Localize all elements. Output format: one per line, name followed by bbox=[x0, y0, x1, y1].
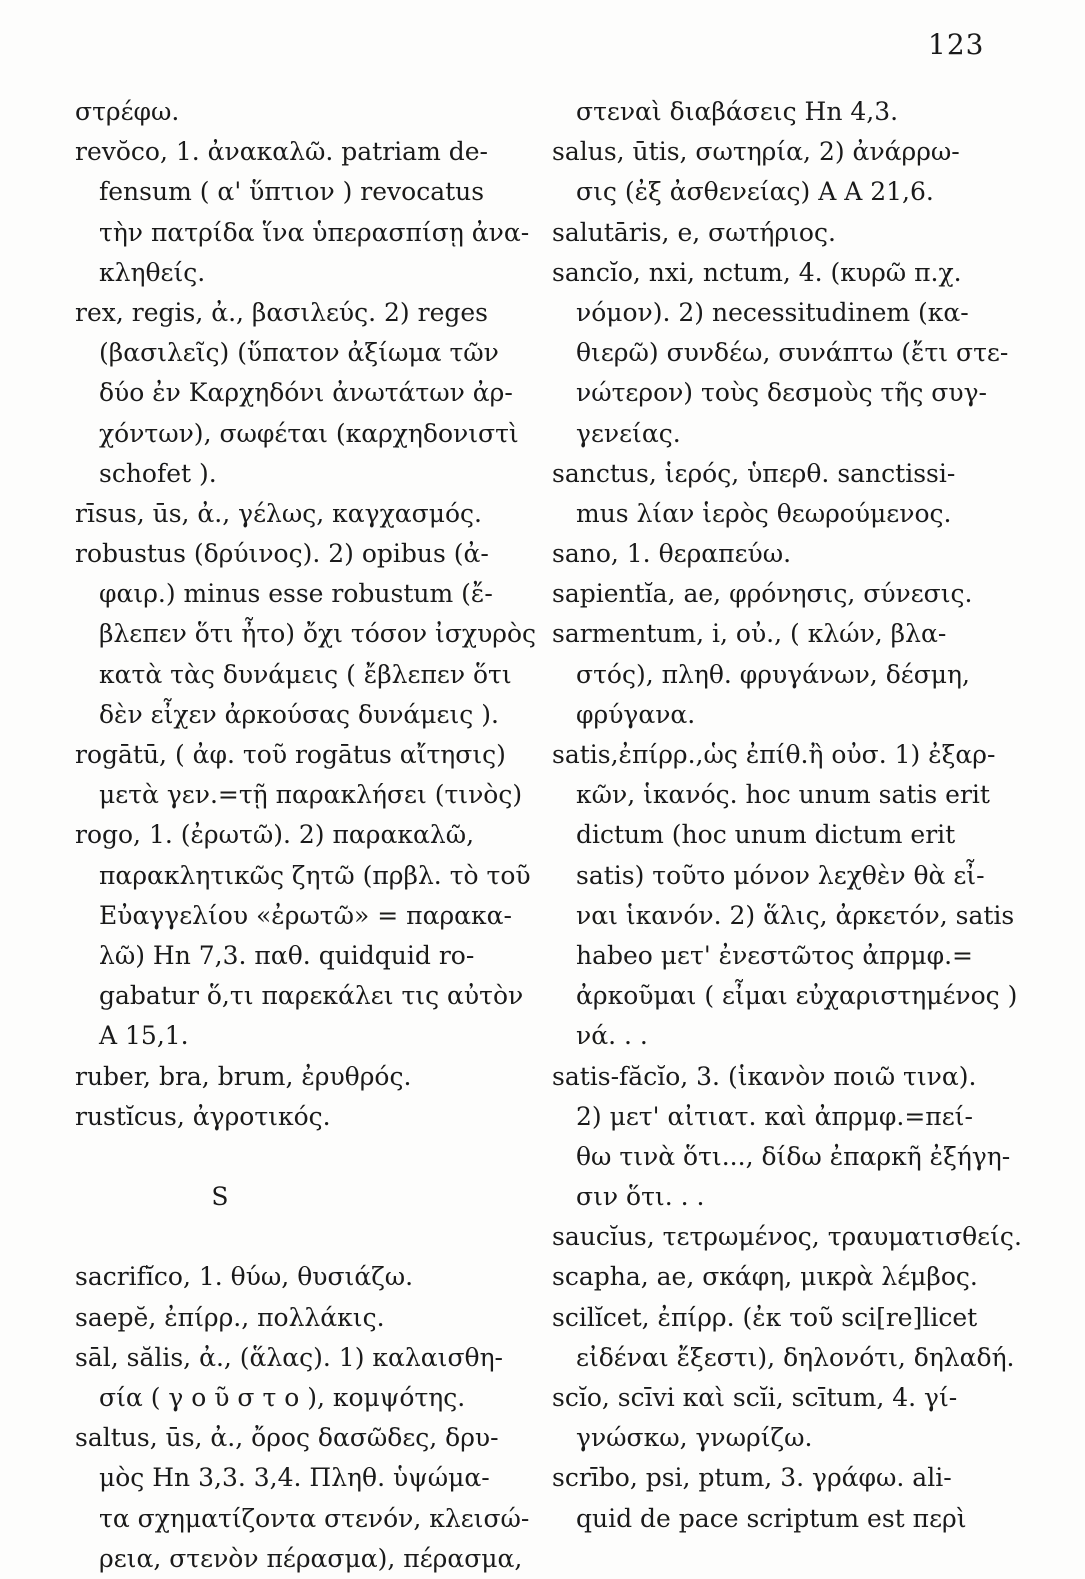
dictionary-line: φαιρ.) minus esse robustum (ἔ- bbox=[99, 579, 493, 609]
dictionary-line: saepĕ, ἐπίρρ., πολλάκις. bbox=[75, 1302, 385, 1332]
dictionary-line: νόμον). 2) necessitudinem (κα- bbox=[576, 297, 969, 327]
dictionary-line: rex, regis, ἀ., βασιλεύς. 2) reges bbox=[75, 297, 489, 327]
dictionary-line: saltus, ūs, ἀ., ὄρος δασῶδες, δρυ- bbox=[75, 1423, 499, 1453]
dictionary-line: gabatur ὅ,τι παρεκάλει τις αὐτὸν bbox=[99, 981, 524, 1011]
dictionary-line: σία ( γ ο ῦ σ τ ο ), κομψότης. bbox=[99, 1383, 466, 1412]
dictionary-line: θιερῶ) συνδέω, συνάπτω (ἔτι στε- bbox=[576, 338, 1009, 368]
dictionary-line: ἀρκοῦμαι ( εἶμαι εὐχαριστημένος ) bbox=[576, 981, 1018, 1011]
dictionary-line: fensum ( α' ὕπτιον ) revocatus bbox=[99, 177, 485, 207]
dictionary-line: robustus (δρύινος). 2) opibus (ἀ- bbox=[75, 539, 489, 569]
dictionary-line: 2) μετ' αἰτιατ. καὶ ἀπρμφ.=πεί- bbox=[576, 1101, 973, 1131]
dictionary-line: στρέφω. bbox=[75, 97, 180, 126]
dictionary-line: rīsus, ūs, ἀ., γέλως, καγχασμός. bbox=[75, 498, 482, 528]
dictionary-line: δὲν εἶχεν ἀρκούσας δυνάμεις ). bbox=[99, 699, 499, 729]
dictionary-line: λῶ) Ηn 7,3. παθ. quidquid ro- bbox=[99, 940, 475, 970]
dictionary-line: (βασιλεῖς) (ὕπατον ἀξίωμα τῶν bbox=[99, 338, 499, 368]
right-column bbox=[552, 92, 1022, 1539]
dictionary-line: νά. . . bbox=[576, 1021, 648, 1051]
dictionary-line: εἰδέναι ἔξεστι), δηλονότι, δηλαδή. bbox=[576, 1342, 1015, 1372]
page-number: 123 bbox=[928, 28, 985, 61]
dictionary-line: sancĭo, nxi, nctum, 4. (κυρῶ π.χ. bbox=[552, 257, 962, 287]
spacer bbox=[75, 1217, 515, 1257]
dictionary-line: satis-făcĭo, 3. (ἱκανὸν ποιῶ τινα). bbox=[552, 1061, 977, 1091]
dictionary-line: στός), πληθ. φρυγάνων, δέσμη, bbox=[576, 659, 970, 689]
dictionary-line: sanctus, ἱερός, ὑπερθ. sanctissi- bbox=[552, 458, 956, 488]
dictionary-line: scapha, ae, σκάφη, μικρὰ λέμβος. bbox=[552, 1262, 978, 1292]
dictionary-line: sano, 1. θεραπεύω. bbox=[552, 539, 792, 569]
dictionary-line: θω τινὰ ὅτι..., δίδω ἐπαρκῆ ἐξήγη- bbox=[576, 1141, 1011, 1171]
dictionary-line: saucĭus, τετρωμένος, τραυματισθείς. bbox=[552, 1222, 1022, 1252]
dictionary-line: sāl, sălis, ἀ., (ἅλας). 1) καλαισθη- bbox=[75, 1342, 503, 1372]
dictionary-line: scilĭcet, ἐπίρρ. (ἐκ τοῦ sci[re]licet bbox=[552, 1302, 978, 1332]
dictionary-line: τα σχηματίζοντα στενόν, κλεισώ- bbox=[99, 1503, 530, 1533]
dictionary-line: γνώσκω, γνωρίζω. bbox=[576, 1423, 813, 1453]
dictionary-line: σιν ὅτι. . . bbox=[576, 1182, 705, 1212]
dictionary-line: δύο ἐν Καρχηδόνι ἀνωτάτων ἀρ- bbox=[99, 378, 513, 408]
dictionary-line: rogo, 1. (ἐρωτῶ). 2) παρακαλῶ, bbox=[75, 820, 475, 850]
dictionary-line: ναι ἱκανόν. 2) ἅλις, ἀρκετόν, satis bbox=[576, 900, 1015, 930]
dictionary-line: βλεπεν ὅτι ἦτο) ὄχι τόσον ἰσχυρὸς bbox=[99, 619, 537, 649]
dictionary-line: salutāris, e, σωτήριος. bbox=[552, 217, 836, 247]
dictionary-line: χόντων), σωφέται (καρχηδονιστὶ bbox=[99, 418, 519, 448]
dictionary-line: Εὐαγγελίου «ἐρωτῶ» = παρακα- bbox=[99, 900, 513, 930]
dictionary-line: sapientĭa, ae, φρόνησις, σύνεσις. bbox=[552, 579, 973, 609]
dictionary-line: κῶν, ἱκανός. hoc unum satis erit bbox=[576, 780, 990, 810]
dictionary-line: κατὰ τὰς δυνάμεις ( ἔβλεπεν ὅτι bbox=[99, 659, 512, 689]
dictionary-line: scĭo, scīvi καὶ scĭi, scītum, 4. γί- bbox=[552, 1383, 958, 1412]
dictionary-line: rogātū, ( ἀφ. τοῦ rogātus αἴτησις) bbox=[75, 740, 506, 769]
dictionary-line: sacrifĭco, 1. θύω, θυσιάζω. bbox=[75, 1262, 414, 1292]
dictionary-line: παρακλητικῶς ζητῶ (πρβλ. τὸ τοῦ bbox=[99, 860, 531, 890]
dictionary-line: satis,ἐπίρρ.,ὡς ἐπίθ.ἢ οὐσ. 1) ἐξαρ- bbox=[552, 740, 996, 769]
dictionary-line: ruber, bra, brum, ἐρυθρός. bbox=[75, 1061, 412, 1091]
dictionary-line: mus λίαν ἱερὸς θεωρούμενος. bbox=[576, 498, 952, 528]
dictionary-line: σις (ἐξ ἀσθενείας) A A 21,6. bbox=[576, 177, 934, 207]
dictionary-line: quid de pace scriptum est περὶ bbox=[576, 1503, 967, 1533]
dictionary-line: sarmentum, i, οὐ., ( κλών, βλα- bbox=[552, 619, 947, 649]
dictionary-line: φρύγανα. bbox=[576, 699, 696, 729]
section-letter: S bbox=[211, 1182, 229, 1212]
dictionary-line: στεναὶ διαβάσεις Ηn 4,3. bbox=[576, 97, 899, 126]
dictionary-line: τὴν πατρίδα ἵνα ὑπερασπίσῃ ἀνα- bbox=[99, 217, 530, 247]
dictionary-line: A 15,1. bbox=[99, 1021, 189, 1051]
dictionary-line: κληθείς. bbox=[99, 257, 206, 287]
dictionary-line: rustĭcus, ἀγροτικός. bbox=[75, 1101, 331, 1131]
dictionary-line: ρεια, στενὸν πέρασμα), πέρασμα, bbox=[99, 1543, 523, 1573]
dictionary-line: scrībo, psi, ptum, 3. γράφω. ali- bbox=[552, 1463, 952, 1493]
dictionary-line: μὸς Ηn 3,3. 3,4. Πληθ. ὑψώμα- bbox=[99, 1463, 490, 1493]
dictionary-line: habeo μετ' ἐνεστῶτος ἀπρμφ.= bbox=[576, 940, 973, 970]
dictionary-line: γενείας. bbox=[576, 418, 681, 448]
spacer bbox=[75, 1137, 515, 1177]
dictionary-line: revŏco, 1. ἀνακαλῶ. patriam de- bbox=[75, 137, 488, 167]
left-column bbox=[75, 92, 537, 1579]
dictionary-line: μετὰ γεν.=τῇ παρακλήσει (τινὸς) bbox=[99, 780, 523, 810]
dictionary-line: satis) τοῦτο μόνον λεχθὲν θὰ εἶ- bbox=[576, 860, 985, 890]
dictionary-line: salus, ūtis, σωτηρία, 2) ἀνάρρω- bbox=[552, 137, 960, 167]
dictionary-line: schofet ). bbox=[99, 458, 217, 488]
dictionary-line: dictum (hoc unum dictum erit bbox=[576, 820, 956, 850]
dictionary-line: νώτερον) τοὺς δεσμοὺς τῆς συγ- bbox=[576, 378, 987, 408]
